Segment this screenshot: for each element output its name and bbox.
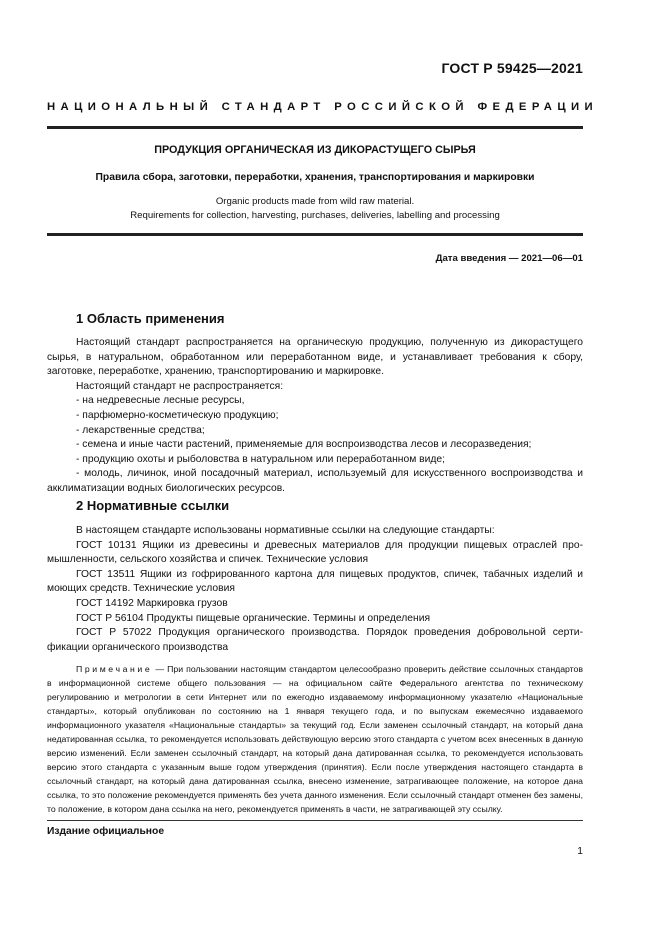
footer-divider [47,820,583,821]
section-1-body [47,336,583,497]
list-item: - продукцию охоты и рыболовства в натуральном или переработанном виде; [76,453,445,465]
section-2-heading: 2 Нормативные ссылки [76,498,230,513]
note-paragraph [47,662,583,816]
document-title: ПРОДУКЦИЯ ОРГАНИЧЕСКАЯ ИЗ ДИКОРАСТУЩЕГО СЫРЬЯ [154,144,476,156]
introduction-date: Дата введения — 2021—06—01 [435,253,583,264]
reference-item: ГОСТ 13511 Ящики из гофрированного картона для пищевых продуктов, спичек, табачных изделий и моющих средств. Технические условия [47,568,583,595]
list-item: - семена и иные части растений, применяемые для воспроизводства лесов и лесоразведения; [76,439,532,451]
paragraph: Настоящий стандарт распространяется на органическую продукцию, полученную из дикорастущего сырья, в натуральном, обработанном или переработанном виде, и устанавливает требования к сбору, заготовке, переработке, хранению, транспортированию и маркировке. [47,337,583,378]
section-2-body [47,524,583,655]
paragraph: Настоящий стандарт не распространяется: [76,380,284,392]
paragraph: В настоящем стандарте использованы нормативные ссылки на следующие стандарты: [76,525,495,536]
page-number: 1 [577,846,583,857]
english-title-line-2: Requirements for collection, harvesting, purchases, deliveries, labelling and processing [130,210,500,221]
national-standard-banner: НАЦИОНАЛЬНЫЙ СТАНДАРТ РОССИЙСКОЙ ФЕДЕРАЦИИ [47,101,599,113]
reference-item: ГОСТ Р 57022 Продукция органического производства. Порядок проведения добровольной сертификации органического производства [47,627,583,653]
english-title-line-1: Organic products made from wild raw material. [215,196,415,207]
title-divider [47,233,583,236]
official-edition-label: Издание официальное [47,826,165,837]
list-item: - лекарственные средства; [76,424,205,436]
list-item: - на недревесные лесные ресурсы, [76,395,245,407]
list-item: - молодь, личинок, иной посадочный материал, используемый для искусственного воспроизводства и акклиматизации водных биологических ресурсов. [47,468,583,494]
reference-item: ГОСТ 10131 Ящики из древесины и древесных материалов для продукции пищевых отраслей промышленности, сельского хозяйства и спичек. Технические условия [47,539,583,566]
reference-item: ГОСТ 14192 Маркировка грузов [76,597,228,609]
document-subtitle: Правила сбора, заготовки, переработки, хранения, транспортирования и маркировки [95,172,535,183]
header-divider [47,126,583,129]
section-1-heading: 1 Область применения [76,311,225,326]
list-item: - парфюмерно-косметическую продукцию; [76,409,279,421]
reference-item: ГОСТ Р 56104 Продукты пищевые органические. Термины и определения [76,612,431,624]
note-block [47,662,583,816]
document-id: ГОСТ Р 59425—2021 [441,60,583,76]
note-text: — При пользовании настоящим стандартом целесообразно проверить действие ссылочных стандартов в информационной системе общего пользования — на официальном сайте Федерального агентства по техническому регулированию и метрологии в сети Интернет или по ежегодно издаваемому информационному указателю «Национальные стандарты», который опубликован по состоянию на 1 января текущего года, и по выпускам ежемесячно издаваемого информационного указателя «Национальные стандарты» за текущий год. Если заменен ссылочный стандарт, на который дана недатированная ссылка, то рекомендуется использовать действующую версию этого стандарта с учетом всех внесенных в данную версию изменений. Если заменен ссылочный стандарт, на который дана датированная ссылка, то рекомендуется использовать версию этого стандарта с указанным выше годом утверждения (принятия). Если после утверждения настоящего стандарта в ссылочный стандарт, на который дана датированная ссылка, внесено изменение, затрагивающее положение, на которое дана ссылка, то это положение рекомендуется применять без учета данного изменения. Если ссылочный стандарт отменен без замены, то положение, в котором дана ссылка на него, рекомендуется применять в части, не затрагивающей эту ссылку. [47,664,583,814]
note-label: Примечание [76,664,153,674]
